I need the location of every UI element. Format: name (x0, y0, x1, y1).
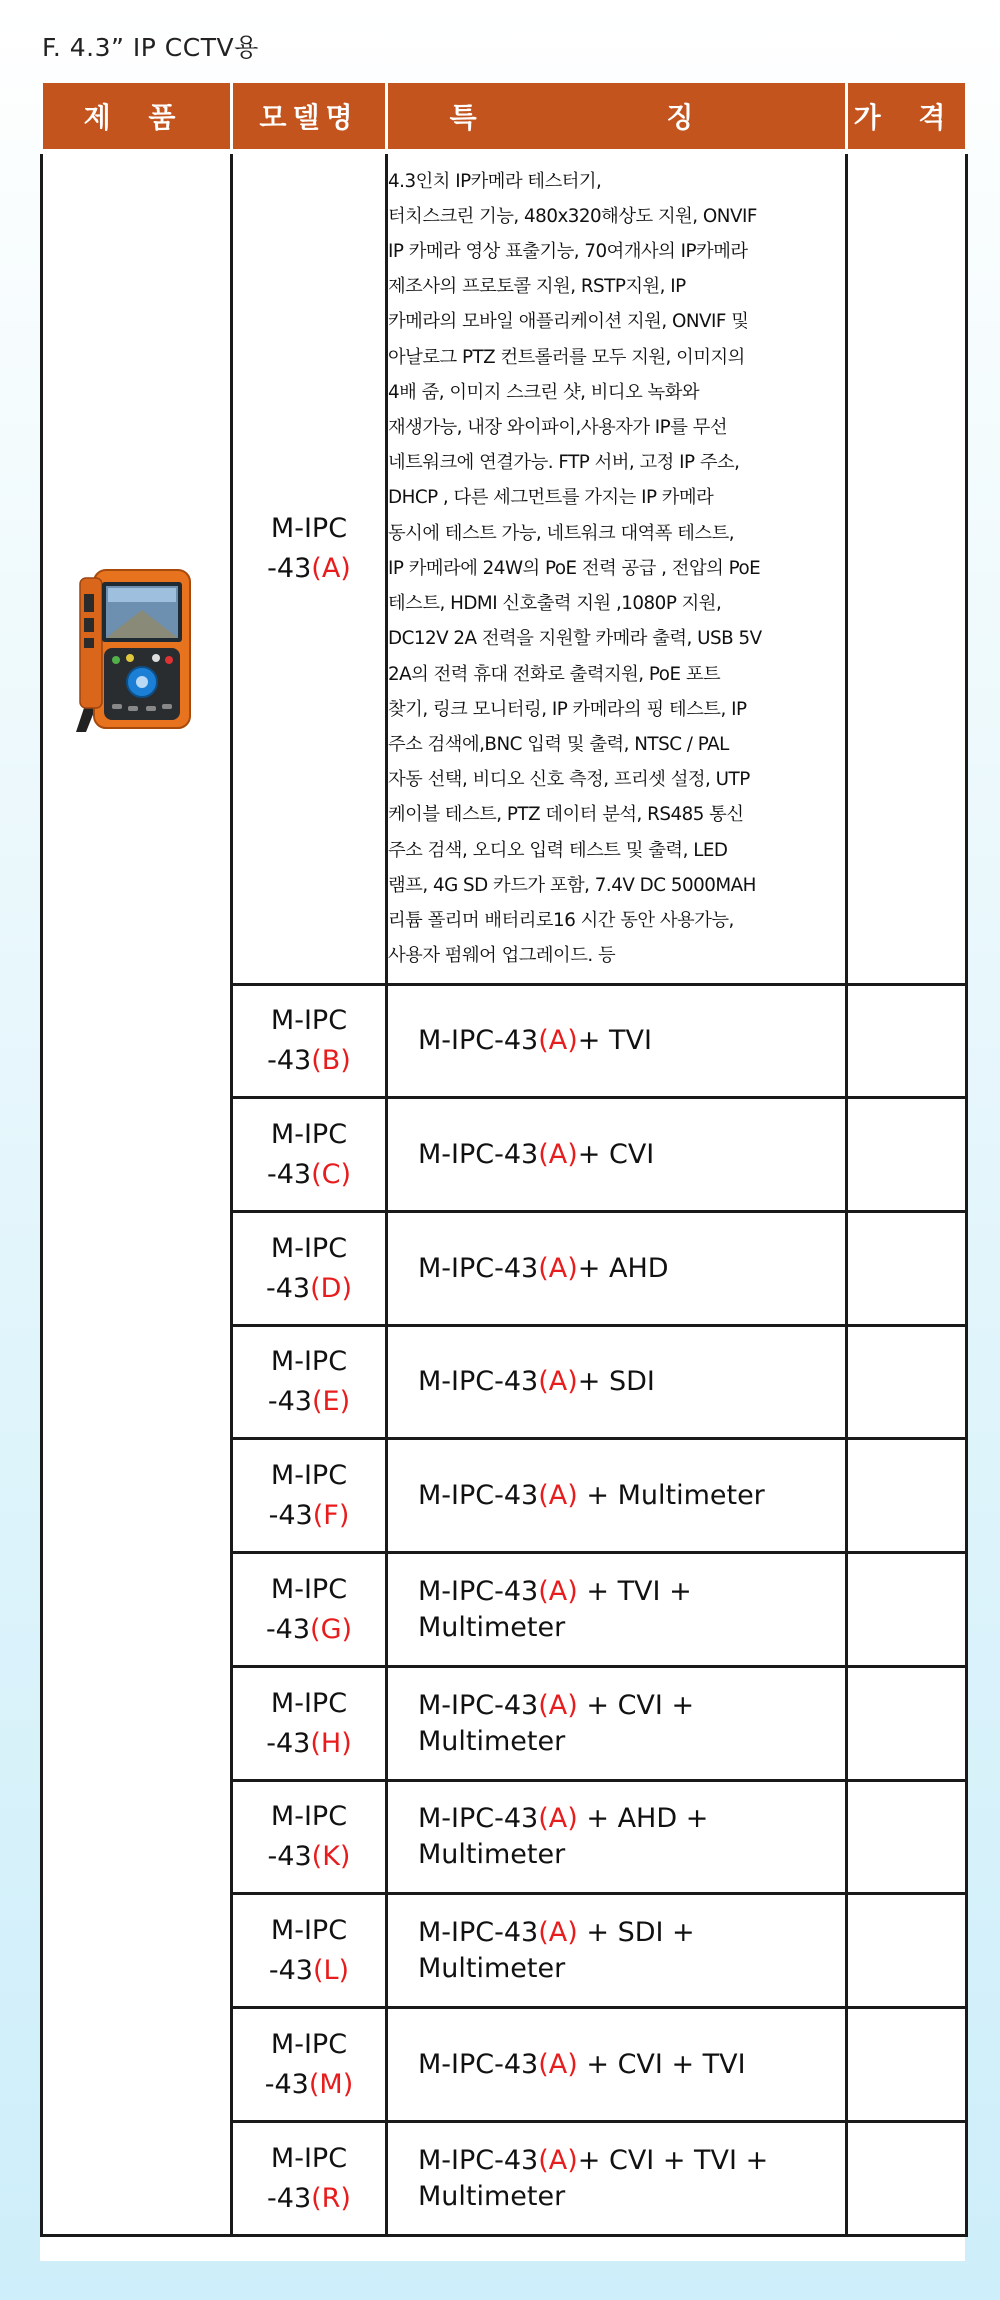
model-suffix: (B) (311, 1045, 351, 1076)
feature-base-suffix: (A) (538, 1575, 578, 1607)
model-cell (232, 1553, 387, 1667)
feature-base-model: M-IPC-43 (418, 1916, 539, 1948)
model-suffix: (C) (311, 1158, 352, 1190)
price-cell (847, 2122, 967, 2236)
header-product: 제 품 (42, 83, 232, 152)
feature-cell (387, 1781, 847, 1894)
model-suffix: (R) (311, 2182, 351, 2214)
section-title: F. 4.3” IP CCTV용 (42, 33, 259, 62)
price-cell (847, 1326, 967, 1439)
model-number: -43 (264, 2068, 309, 2100)
model-prefix: M-IPC (270, 1118, 348, 1150)
model-cell (232, 2122, 387, 2236)
header-price: 가 격 (847, 83, 967, 152)
table-header-row (42, 83, 967, 152)
feature-cell (387, 985, 847, 1098)
price-cell (847, 1667, 967, 1781)
feature-base-model: M-IPC-43 (418, 1252, 539, 1284)
model-number: -43 (267, 1386, 312, 1417)
model-prefix: M-IPC (270, 1346, 348, 1377)
feature-line (418, 1574, 845, 1610)
model-suffix: (H) (310, 1727, 352, 1759)
feature-cell (387, 2122, 847, 2236)
feature-cell (387, 1667, 847, 1781)
feature-line (418, 1915, 845, 1951)
feature-base-suffix: (A) (538, 1479, 578, 1511)
feature-base-suffix: (A) (538, 1025, 578, 1056)
price-cell (847, 1098, 967, 1212)
product-image-cell (42, 152, 232, 2236)
feature-base-suffix: (A) (538, 2144, 578, 2176)
feature-cell (387, 1894, 847, 2008)
model-prefix: M-IPC (270, 2142, 348, 2174)
feature-base-suffix: (A) (538, 1803, 578, 1834)
model-prefix: M-IPC (270, 1914, 348, 1946)
model-suffix: (A) (311, 552, 351, 584)
feature-addon: + CVI + TVI (577, 2048, 746, 2080)
feature-cell (387, 1553, 847, 1667)
price-cell (847, 2008, 967, 2122)
model-cell (232, 1212, 387, 1326)
feature-base-suffix: (A) (538, 1916, 578, 1948)
feature-cell (387, 1212, 847, 1326)
model-prefix: M-IPC (270, 1005, 348, 1036)
feature-addon: + CVI (577, 1138, 655, 1170)
feature-addon: + CVI + TVI + (577, 2144, 769, 2176)
model-suffix: (D) (310, 1272, 352, 1304)
model-cell (232, 985, 387, 1098)
model-suffix-line (233, 2065, 385, 2105)
price-cell (847, 1553, 967, 1667)
feature-line-2: Multimeter (418, 1839, 566, 1870)
feature-line (418, 1364, 845, 1400)
feature-base-model: M-IPC-43 (418, 1138, 539, 1170)
model-cell (232, 1326, 387, 1439)
model-number: -43 (265, 1613, 311, 1645)
feature-line (418, 1023, 845, 1059)
model-suffix: (E) (311, 1386, 351, 1417)
feature-addon: + SDI + (577, 1916, 695, 1948)
model-number: -43 (266, 1158, 312, 1190)
feature-base-model: M-IPC-43 (418, 1025, 539, 1056)
feature-addon: + TVI + (577, 1575, 692, 1607)
feature-line (418, 1251, 845, 1287)
model-number: -43 (268, 1954, 313, 1986)
feature-base-suffix: (A) (538, 1689, 578, 1721)
model-suffix-line (233, 1951, 385, 1991)
model-prefix: M-IPC (270, 1232, 348, 1264)
feature-cell (387, 2008, 847, 2122)
tester-device-icon (72, 564, 202, 739)
model-cell (232, 1098, 387, 1212)
feature-line-2: Multimeter (418, 1611, 566, 1643)
feature-line (418, 2047, 845, 2083)
model-prefix: M-IPC (270, 1801, 348, 1832)
model-prefix: M-IPC (270, 512, 348, 544)
header-model: 모델명 (232, 83, 387, 152)
model-suffix-line (233, 1610, 385, 1650)
feature-addon: + Multimeter (577, 1479, 765, 1511)
feature-addon: + AHD + (577, 1803, 709, 1834)
model-suffix-line (233, 1269, 385, 1309)
model-number: -43 (267, 552, 312, 584)
model-cell (232, 152, 387, 985)
model-suffix-line (233, 1155, 385, 1195)
model-suffix-line (233, 549, 385, 589)
feature-base-suffix: (A) (538, 1366, 578, 1397)
model-suffix-line (233, 1041, 385, 1081)
feature-line (418, 1801, 845, 1837)
model-prefix: M-IPC (270, 1573, 348, 1605)
feature-addon: + SDI (577, 1366, 655, 1397)
model-cell (232, 1667, 387, 1781)
header-features: 특 징 (387, 83, 847, 152)
price-cell (847, 1439, 967, 1553)
model-suffix-line (233, 1496, 385, 1536)
table-row-main (42, 152, 967, 985)
feature-line-2: Multimeter (418, 2180, 566, 2212)
model-suffix: (F) (312, 1499, 350, 1531)
feature-line (418, 1137, 845, 1173)
model-number: -43 (267, 2182, 312, 2214)
feature-addon: + AHD (577, 1252, 669, 1284)
model-prefix: M-IPC (270, 1459, 348, 1491)
feature-base-model: M-IPC-43 (418, 1366, 539, 1397)
feature-line-2: Multimeter (418, 1725, 566, 1757)
model-cell (232, 2008, 387, 2122)
model-suffix: (G) (310, 1613, 353, 1645)
feature-addon: + TVI (577, 1025, 652, 1056)
model-suffix: (L) (312, 1954, 350, 1986)
feature-base-model: M-IPC-43 (418, 1575, 539, 1607)
model-number: -43 (268, 1499, 313, 1531)
feature-line-2: Multimeter (418, 1952, 566, 1984)
feature-line (418, 1478, 845, 1514)
feature-base-suffix: (A) (538, 2048, 578, 2080)
model-cell (232, 1894, 387, 2008)
feature-base-model: M-IPC-43 (418, 1479, 539, 1511)
feature-addon: + CVI + (577, 1689, 695, 1721)
ip-cctv-tester-image (72, 564, 202, 739)
model-prefix: M-IPC (270, 2028, 348, 2060)
price-cell (847, 1781, 967, 1894)
feature-base-model: M-IPC-43 (418, 2144, 539, 2176)
model-suffix: (M) (308, 2068, 354, 2100)
product-spec-table (40, 83, 968, 2237)
model-number: -43 (266, 1272, 311, 1304)
price-cell (847, 985, 967, 1098)
feature-line (418, 2143, 845, 2179)
feature-cell (387, 1326, 847, 1439)
model-number: -43 (267, 1841, 312, 1872)
model-cell (232, 1439, 387, 1553)
feature-cell (387, 1098, 847, 1212)
model-suffix: (K) (311, 1841, 351, 1872)
feature-base-suffix: (A) (538, 1138, 578, 1170)
model-number: -43 (266, 1727, 311, 1759)
feature-base-model: M-IPC-43 (418, 2048, 539, 2080)
model-suffix-line (233, 1724, 385, 1764)
price-cell (847, 1894, 967, 2008)
model-prefix: M-IPC (270, 1687, 348, 1719)
model-cell (232, 1781, 387, 1894)
feature-line (418, 1688, 845, 1724)
feature-base-model: M-IPC-43 (418, 1803, 539, 1834)
model-suffix-line (233, 1837, 385, 1877)
feature-cell (387, 1439, 847, 1553)
model-suffix-line (233, 1382, 385, 1422)
model-name (233, 509, 385, 589)
price-cell (847, 152, 967, 985)
feature-base-suffix: (A) (538, 1252, 578, 1284)
model-number: -43 (267, 1045, 312, 1076)
model-suffix-line (233, 2179, 385, 2219)
price-cell (847, 1212, 967, 1326)
feature-base-model: M-IPC-43 (418, 1689, 539, 1721)
feature-description: 4.3인치 IP카메라 테스터기, 터치스크린 기능, 480x320해상도 지원, ONVIF IP 카메라 영상 표출기능, 70여개사의 IP카메라 제조사의 프로토콜 지원, RSTP지원, IP 카메라의 모바일 애플리케이션 지원, ONVIF 및 아날로그 PTZ 컨트롤러를 모두 지원, 이미지의 4배 줌, 이미지 스크린 샷, 비디오 녹화와 재생가능, 내장 와이파이,사용자가 IP를 무선 네트워크에 연결가능. FTP 서버, 고정 IP 주소, DHCP , 다른 세그먼트를 가지는 IP 카메라 동시에 테스트 가능, 네트워크 대역폭 테스트, IP 카메라에 24W의 PoE 전력 공급 , 전압의 PoE 테스트, HDMI 신호출력 지원 ,1080P 지원, DC12V 2A 전력을 지원할 카메라 출력, USB 5V 2A의 전력 휴대 전화로 출력지원, PoE 포트 찾기, 링크 모니터링, IP 카메라의 핑 테스트, IP 주소 검색에,BNC 입력 및 출력, NTSC / PAL 자동 선택, 비디오 신호 측정, 프리셋 설정, UTP 케이블 테스트, PTZ 데이터 분석, RS485 통신 주소 검색, 오디오 입력 테스트 및 출력, LED 램프, 4G SD 카드가 포함, 7.4V DC 5000MAH 리튬 폴리머 배터리로16 시간 동안 사용가능, 사용자 펌웨어 업그레이드. 등 (387, 152, 847, 985)
